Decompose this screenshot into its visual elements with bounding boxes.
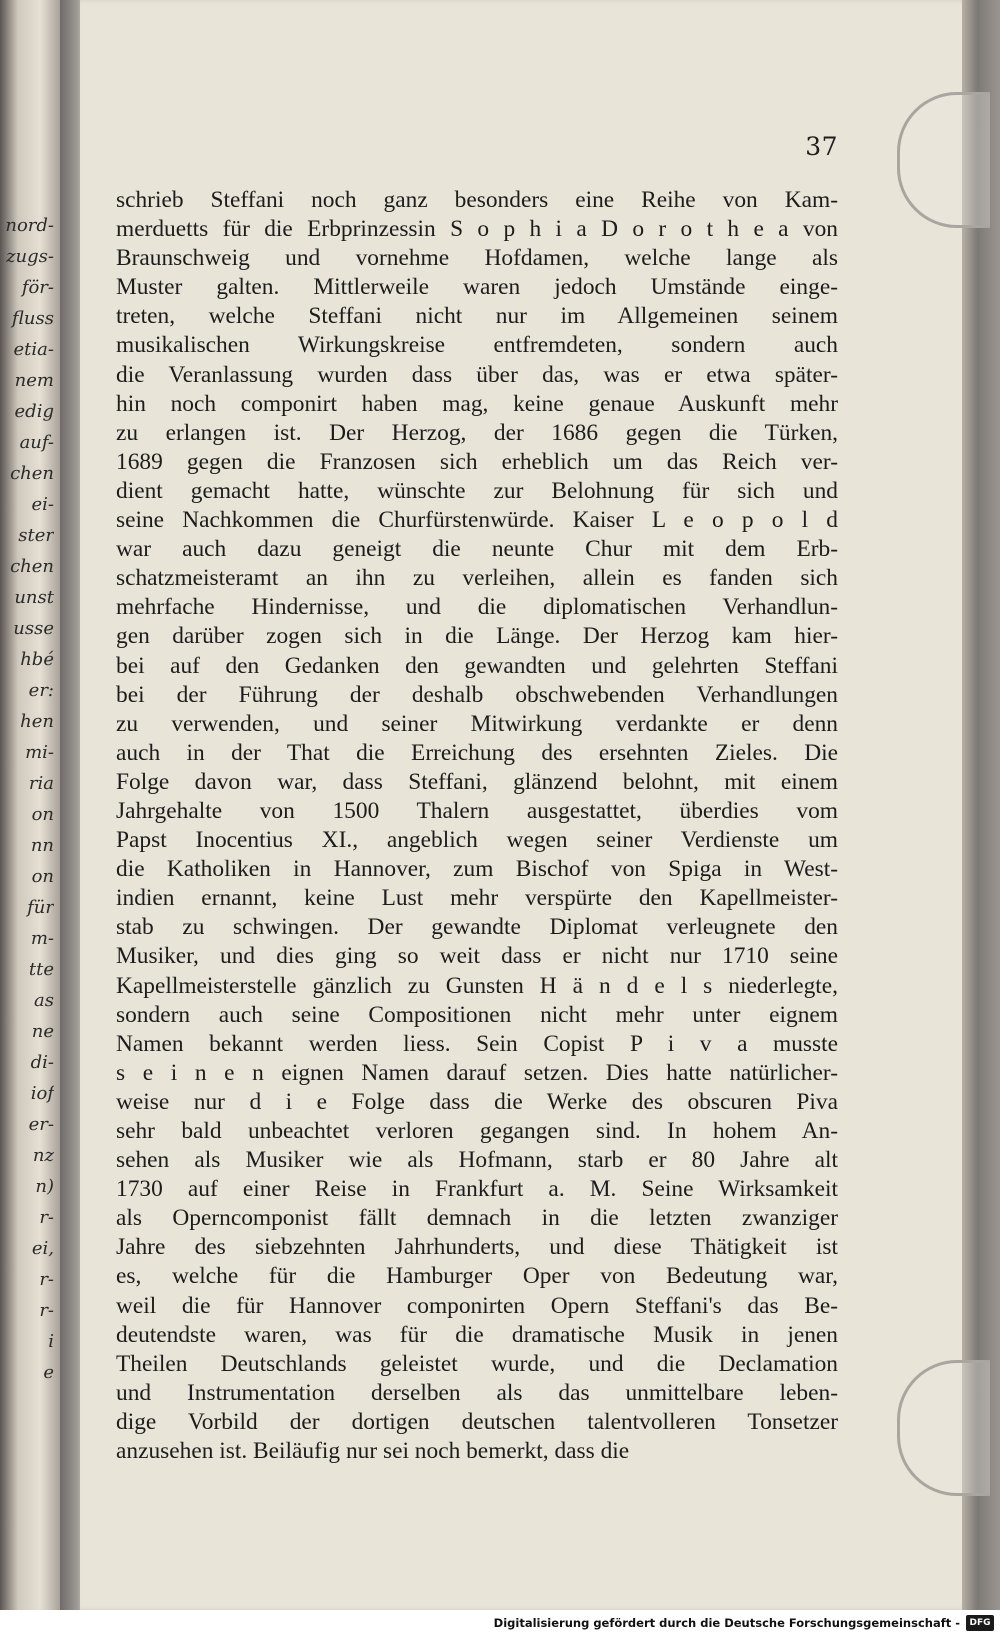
left-page-fragment: ria (28, 773, 54, 794)
left-page-fragment: fluss (11, 308, 54, 329)
text-line: Jahre des siebzehnten Jahrhunderts, und diese Thätigkeit ist (116, 1234, 838, 1261)
text-line: musikalischen Wirkungskreise entfremdeten, sondern auch (116, 332, 838, 359)
text-line: dient gemacht hatte, wünschte zur Belohnung für sich und (116, 477, 838, 504)
left-page-fragment: m- (30, 928, 54, 949)
body-text (116, 186, 838, 1466)
text-line: bei auf den Gedanken den gewandten und gelehrten Steffani (116, 652, 838, 679)
footer-bar (0, 1612, 1000, 1640)
left-page-fragment: di- (30, 1052, 54, 1073)
left-page-fragment: r- (39, 1269, 54, 1290)
text-line: Kapellmeisterstelle gänzlich zu Gunsten H ä n d e l s niederlegte, (116, 972, 838, 999)
left-page-fragment: nord- (5, 215, 54, 236)
text-line: indien ernannt, keine Lust mehr verspürte den Kapellmeister- (116, 885, 838, 912)
left-page-fragment: hbé (20, 649, 54, 670)
text-line: auch in der That die Erreichung des ersehnten Zieles. Die (116, 739, 838, 766)
text-line: seine Nachkommen die Churfürstenwürde. Kaiser L e o p o l d (116, 507, 838, 534)
left-page-fragment: etia- (13, 339, 54, 360)
text-line: 1689 gegen die Franzosen sich erheblich um das Reich ver- (116, 448, 838, 475)
page-clip-top (897, 92, 990, 228)
left-page-fragment: nz (32, 1145, 54, 1166)
left-page-fragment: für (27, 897, 54, 918)
left-page-fragment: r- (39, 1207, 54, 1228)
left-page-fragment: för- (21, 277, 54, 298)
left-page-fragment: unst (14, 587, 54, 608)
text-line: und Instrumentation derselben als das unmittelbare leben- (116, 1379, 838, 1406)
text-line: sehen als Musiker wie als Hofmann, starb er 80 Jahre alt (116, 1147, 838, 1174)
text-line: Braunschweig und vornehme Hofdamen, welche lange als (116, 245, 838, 272)
left-page-fragment: usse (13, 618, 54, 639)
text-line: zu verwenden, und seiner Mitwirkung verdankte er denn (116, 710, 838, 737)
text-line: s e i n e n eignen Namen darauf setzen. Dies hatte natürlicher- (116, 1059, 838, 1086)
left-page-fragment: nem (14, 370, 54, 391)
text-line: gen darüber zogen sich in die Länge. Der Herzog kam hier- (116, 623, 838, 650)
left-page-fragment: i (48, 1331, 54, 1352)
text-line: schrieb Steffani noch ganz besonders eine Reihe von Kam- (116, 187, 838, 213)
text-line: merduetts für die Erbprinzessin S o p h i a D o r o t h e a von (116, 216, 838, 243)
page-clip-bottom (897, 1360, 990, 1496)
text-line: Namen bekannt werden liess. Sein Copist P i v a musste (116, 1030, 838, 1057)
left-page-fragment: mi- (25, 742, 54, 763)
text-line: mehrfache Hindernisse, und die diplomatischen Verhandlun- (116, 594, 838, 621)
left-page-fragment: ei, (31, 1238, 54, 1259)
text-line: weise nur d i e Folge dass die Werke des obscuren Piva (116, 1088, 838, 1115)
text-line: anzusehen ist. Beiläufig nur sei noch bemerkt, dass die (116, 1438, 630, 1465)
left-page-fragment: ei- (31, 494, 54, 515)
text-line: dige Vorbild der dortigen deutschen talentvolleren Tonsetzer (116, 1408, 838, 1435)
text-line: deutendste waren, was für die dramatische Musik in jenen (116, 1321, 838, 1348)
text-line: schatzmeisteramt an ihn zu verleihen, allein es fanden sich (116, 565, 838, 592)
left-page-fragment: zugs- (6, 246, 54, 267)
left-page-fragment: er- (28, 1114, 54, 1135)
text-line: sehr bald unbeachtet verloren gegangen sind. In hohem An- (116, 1118, 838, 1144)
left-page-fragment: edig (14, 401, 54, 422)
text-line: hin noch componirt haben mag, keine genaue Auskunft mehr (116, 390, 838, 417)
text-line: Muster galten. Mittlerweile waren jedoch Umstände einge- (116, 274, 838, 301)
left-page-fragment: er: (28, 680, 54, 701)
left-page-fragment: r- (39, 1300, 54, 1321)
left-page-fragment: iof (30, 1083, 54, 1104)
text-line: Papst Inocentius XI., angeblich wegen seiner Verdienste um (116, 827, 838, 854)
left-page-fragment: ne (31, 1021, 54, 1042)
text-line: Jahrgehalte von 1500 Thalern ausgestattet, überdies vom (116, 797, 838, 824)
left-page-fragment: e (43, 1362, 54, 1383)
text-line: bei der Führung der deshalb obschwebenden Verhandlungen (116, 681, 838, 708)
left-page-fragment: chen (10, 463, 54, 484)
text-line: weil die für Hannover componirten Opern Steffani's das Be- (116, 1292, 838, 1319)
left-page-fragment: as (34, 990, 54, 1011)
text-line: sondern auch seine Compositionen nicht mehr unter eignem (116, 1001, 838, 1028)
left-page-fragments (4, 210, 54, 1388)
text-line: stab zu schwingen. Der gewandte Diplomat verleugnete den (116, 914, 838, 941)
text-line: 1730 auf einer Reise in Frankfurt a. M. Seine Wirksamkeit (116, 1176, 838, 1203)
text-line: es, welche für die Hamburger Oper von Bedeutung war, (116, 1263, 838, 1290)
left-page-fragment: tte (28, 959, 54, 980)
text-line: die Katholiken in Hannover, zum Bischof von Spiga in West- (116, 856, 838, 883)
page-number: 37 (805, 132, 838, 161)
left-page-fragment: n) (35, 1176, 54, 1197)
left-page-fragment: chen (10, 556, 54, 577)
left-page-edge (0, 0, 60, 1610)
text-line: zu erlangen ist. Der Herzog, der 1686 gegen die Türken, (116, 419, 838, 446)
left-page-fragment: auf- (19, 432, 54, 453)
footer-credit: Digitalisierung gefördert durch die Deutsche Forschungsgemeinschaft - (493, 1616, 960, 1630)
text-line: die Veranlassung wurden dass über das, was er etwa später- (116, 361, 838, 388)
left-page-fragment: on (31, 804, 54, 825)
text-line: als Operncomponist fällt demnach in die letzten zwanziger (116, 1205, 838, 1232)
left-page-fragment: hen (20, 711, 54, 732)
text-line: Theilen Deutschlands geleistet wurde, und die Declamation (116, 1350, 838, 1377)
left-page-fragment: on (31, 866, 54, 887)
left-page-fragment: nn (30, 835, 54, 856)
text-line: Musiker, und dies ging so weit dass er nicht nur 1710 seine (116, 943, 838, 970)
dfg-logo: DFG (966, 1615, 994, 1631)
left-page-fragment: ster (18, 525, 54, 546)
text-line: treten, welche Steffani nicht nur im Allgemeinen seinem (116, 303, 838, 330)
text-line: war auch dazu geneigt die neunte Chur mit dem Erb- (116, 536, 838, 563)
text-line: Folge davon war, dass Steffani, glänzend belohnt, mit einem (116, 768, 838, 795)
